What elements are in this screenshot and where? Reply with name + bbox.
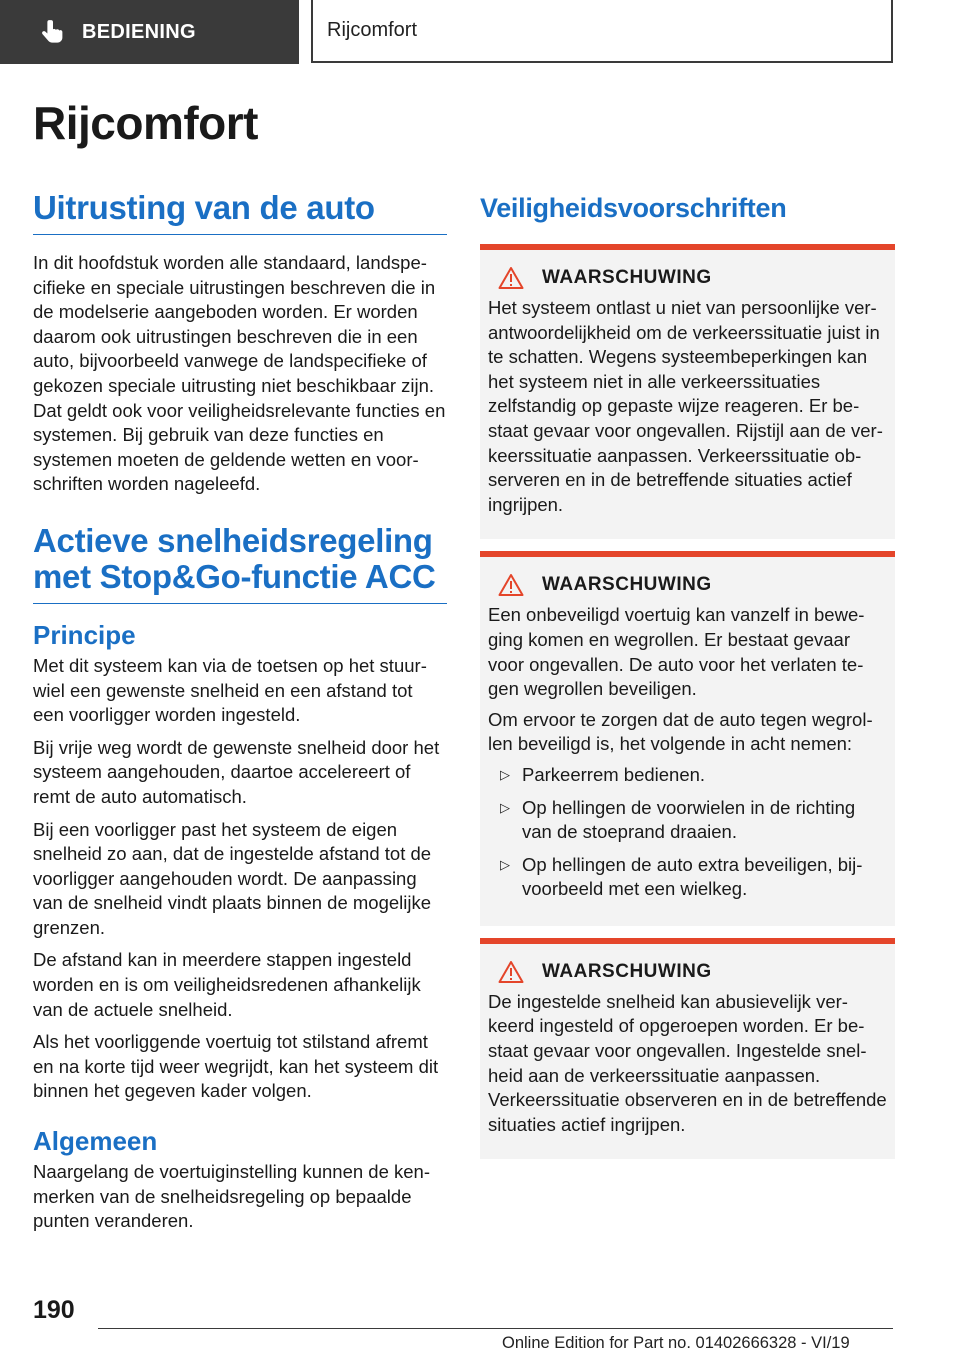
list-item [488, 763, 887, 788]
warning-label: WAARSCHUWING [542, 574, 712, 596]
footer-divider [98, 1328, 893, 1329]
page-title: Rijcomfort [33, 97, 258, 149]
hand-pointer-icon [38, 17, 68, 47]
warning-box-2 [480, 551, 895, 926]
warning-label: WAARSCHUWING [542, 267, 712, 288]
warning-2-list [488, 763, 887, 902]
list-item [488, 853, 887, 902]
warning-3-text: De ingestelde snelheid kan abusievelijk verkeerd ingesteld of opgeroepen worden. Er bestaat gevaar voor ongevallen. Ingestelde snelheid aan de verkeerssituatie aanpassen. Verkeerssituatie observeren en in de betreffende situaties actief ingrijpen. [488, 990, 887, 1135]
footer-edition: Online Edition for Part no. 01402666328 - VI/19 [502, 1334, 850, 1352]
principe-paragraph-4: De afstand kan in meerdere stappen ingesteld worden en is om veiligheidsredenen afhankelijk van de actuele snelheid. [33, 949, 421, 1020]
triangle-bullet-icon: ▷ [500, 766, 510, 782]
equipment-heading-wrap [33, 190, 447, 235]
principe-paragraph-5: Als het voorliggende voertuig tot stilstand afremt en na korte tijd weer wegrijdt, kan het systeem dit binnen het gegeven kader volgen. [33, 1031, 439, 1102]
acc-heading: Actieve snelheidsregeling met Stop&Go-functie ACC [33, 521, 436, 595]
warning-2-text-2: Om ervoor te zorgen dat de auto tegen wegrollen beveiligd is, het volgende in acht nemen: [488, 708, 873, 755]
page-number: 190 [33, 1296, 75, 1324]
warning-box-1 [480, 244, 895, 539]
left-column [33, 190, 447, 1242]
equipment-heading: Uitrusting van de auto [33, 189, 375, 226]
acc-heading-wrap [33, 523, 447, 604]
list-item [488, 796, 887, 845]
warning-box-3 [480, 938, 895, 1160]
right-column [480, 190, 895, 1159]
warning-label: WAARSCHUWING [542, 960, 712, 982]
warning-header [488, 960, 887, 984]
list-item-text: Parkeerrem bedienen. [522, 763, 706, 785]
list-item-text: Op hellingen de auto extra beveiligen, bijvoorbeeld met een wielkeg. [522, 853, 863, 900]
principe-paragraph-2: Bij vrije weg wordt de gewenste snelheid door het systeem aangehouden, daartoe accelereert of remt de auto automatisch. [33, 736, 440, 807]
warning-1-text: Het systeem ontlast u niet van persoonlijke verantwoordelijkheid om de verkeerssituatie juist in te schatten. Wegens systeembeperkingen kan het systeem niet in alle verkeerssituaties zelfstandig op gepaste wijze reageren. Er bestaat gevaar voor ongevallen. Rijstijl aan de verkeerssituatie aanpassen. Verkeerssituatie observeren en in de betreffende situaties actief ingrijpen. [488, 297, 883, 515]
chapter-tab-label: BEDIENING [82, 20, 196, 43]
warning-header [488, 266, 887, 290]
section-header [311, 0, 893, 63]
principe-heading: Principe [33, 619, 136, 650]
principe-paragraph-1: Met dit systeem kan via de toetsen op het stuurwiel een gewenste snelheid en een afstand tot een voorligger worden ingesteld. [33, 654, 427, 726]
triangle-bullet-icon: ▷ [500, 799, 510, 815]
chapter-tab[interactable] [0, 0, 299, 64]
warning-triangle-icon [498, 960, 524, 984]
warning-triangle-icon [498, 573, 524, 597]
algemeen-paragraph: Naargelang de voertuiginstelling kunnen de kenmerken van de snelheidsregeling op bepaalde punten veranderen. [33, 1161, 431, 1232]
triangle-bullet-icon: ▷ [500, 856, 510, 872]
warning-header [488, 573, 887, 597]
warning-triangle-icon [498, 266, 524, 290]
section-header-title: Rijcomfort [327, 19, 418, 41]
equipment-paragraph: In dit hoofdstuk worden alle standaard, landspecifieke en speciale uitrustingen beschreven die in de modelserie aangeboden worden. Er worden daarom ook uitrustingen beschreven die in een auto, bijvoorbeeld vanwege de landspecifieke of gekozen speciale uitrusting niet beschikbaar zijn. Dat geldt ook voor veiligheidsrelevante functies en systemen. Bij gebruik van deze functies en systemen moeten de geldende wetten en voorschriften worden nageleefd. [33, 252, 446, 495]
list-item-text: Op hellingen de voorwielen in de richting van de stoeprand draaien. [522, 796, 856, 843]
principe-paragraph-3: Bij een voorligger past het systeem de eigen snelheid zo aan, dat de ingestelde afstand tot de voorligger aangehouden wordt. De aanpassing van de snelheid vindt plaats binnen de mogelijke grenzen. [33, 818, 432, 938]
warning-2-text-1: Een onbeveiligd voertuig kan vanzelf in beweging komen en wegrollen. Er bestaat gevaar voor ongevallen. De auto voor het verlaten tegen wegrollen beveiligen. [488, 604, 865, 700]
algemeen-heading: Algemeen [33, 1126, 158, 1157]
safety-heading: Veiligheidsvoorschriften [480, 193, 787, 223]
